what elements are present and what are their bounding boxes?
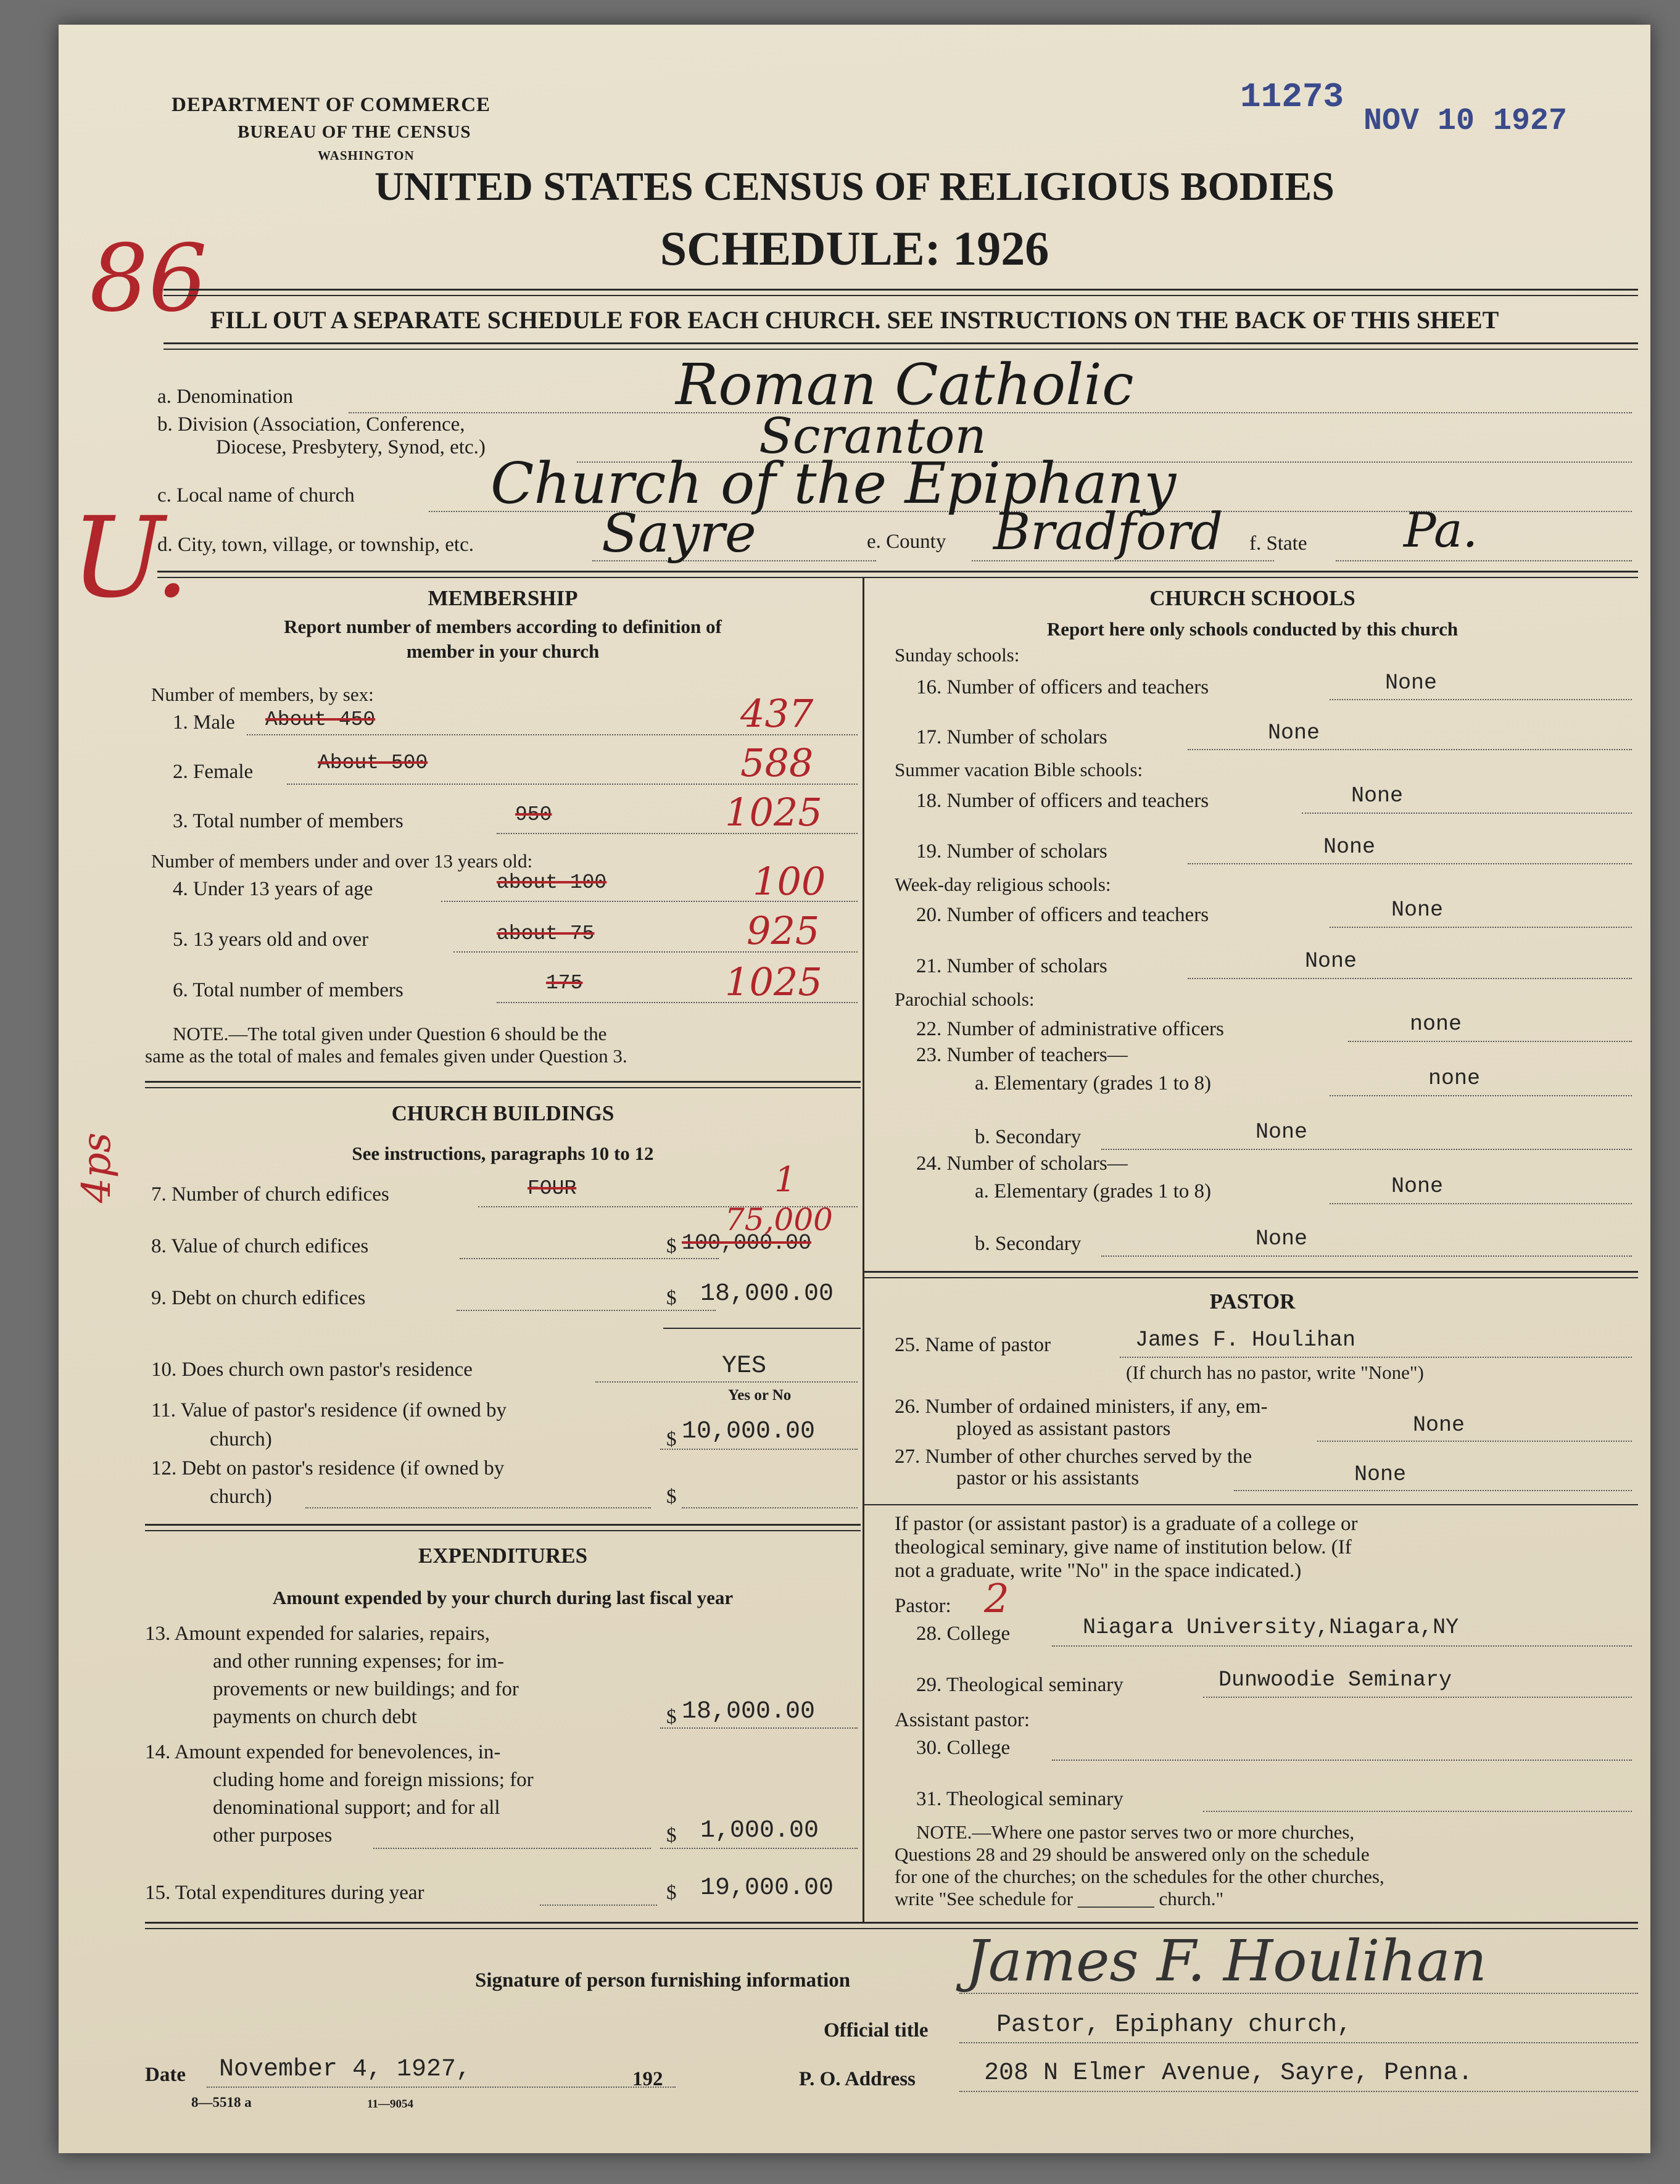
- form-subtitle: SCHEDULE: 1926: [660, 221, 1049, 275]
- q13-value[interactable]: 18,000.00: [682, 1698, 816, 1726]
- buildings-sub: See instructions, paragraphs 10 to 12: [352, 1143, 654, 1164]
- schools-heading: CHURCH SCHOOLS: [1149, 586, 1355, 610]
- weekday-label: Week-day religious schools:: [895, 874, 1111, 895]
- expenditures-heading: EXPENDITURES: [418, 1544, 588, 1568]
- membership-intro-1: Report number of members according to definition of: [284, 616, 722, 637]
- q28-value[interactable]: Niagara University,Niagara,NY: [1083, 1615, 1459, 1640]
- q15-label: 15. Total expenditures during year: [145, 1882, 424, 1904]
- q2-corrected[interactable]: 588: [740, 740, 814, 785]
- q24b-value[interactable]: None: [1256, 1226, 1308, 1251]
- q21-value[interactable]: None: [1305, 949, 1357, 974]
- q23b-label: b. Secondary: [975, 1126, 1082, 1148]
- q14-line-1: 14. Amount expended for benevolences, in-: [145, 1741, 501, 1763]
- q3-corrected[interactable]: 1025: [725, 790, 822, 835]
- q19-label: 19. Number of scholars: [916, 840, 1107, 862]
- membership-note-2: same as the total of males and females given under Question 3.: [145, 1045, 627, 1067]
- q23a-value[interactable]: none: [1428, 1066, 1481, 1091]
- q5-typed[interactable]: about 75: [497, 922, 595, 945]
- pastor-note-4: write "See schedule for ________ church.": [895, 1888, 1224, 1909]
- q16-value[interactable]: None: [1385, 671, 1438, 695]
- grad-line-1: If pastor (or assistant pastor) is a graduate of a college or: [895, 1513, 1358, 1535]
- date-suffix: 192: [632, 2068, 663, 2090]
- q10-label: 10. Does church own pastor's residence: [151, 1359, 473, 1381]
- summer-label: Summer vacation Bible schools:: [895, 759, 1143, 780]
- q8-typed[interactable]: 100,000.00: [682, 1231, 812, 1255]
- q8-label: 8. Value of church edifices: [151, 1235, 369, 1257]
- q1-label: 1. Male: [173, 711, 235, 734]
- by-age-label: Number of members under and over 13 years old:: [151, 850, 533, 872]
- q7-typed[interactable]: FOUR: [528, 1177, 577, 1200]
- membership-note-1: NOTE.—The total given under Question 6 should be the: [173, 1023, 607, 1044]
- county-value[interactable]: Bradford: [993, 503, 1223, 561]
- q13-dollar: $: [666, 1706, 677, 1728]
- instruction-banner: FILL OUT A SEPARATE SCHEDULE FOR EACH CHURCH. SEE INSTRUCTIONS ON THE BACK OF THIS SHEET: [210, 306, 1499, 334]
- county-label: e. County: [867, 531, 946, 553]
- q23a-label: a. Elementary (grades 1 to 8): [975, 1072, 1212, 1094]
- parochial-label: Parochial schools:: [895, 988, 1035, 1010]
- sunday-label: Sunday schools:: [895, 644, 1020, 666]
- grad-line-2: theological seminary, give name of institution below. (If: [895, 1536, 1352, 1558]
- q26-line-1: 26. Number of ordained ministers, if any, em-: [895, 1396, 1268, 1418]
- q6-label: 6. Total number of members: [173, 979, 403, 1001]
- q16-label: 16. Number of officers and teachers: [916, 676, 1209, 698]
- q13-line-1: 13. Amount expended for salaries, repairs,: [145, 1623, 490, 1645]
- q14-value[interactable]: 1,000.00: [700, 1817, 819, 1845]
- department-label: DEPARTMENT OF COMMERCE: [172, 94, 491, 116]
- q2-typed[interactable]: About 500: [318, 751, 428, 774]
- division-value[interactable]: Scranton: [759, 407, 987, 465]
- date-label: Date: [145, 2064, 186, 2086]
- q17-value[interactable]: None: [1268, 721, 1320, 745]
- pastor-sub-label: Pastor:: [895, 1595, 951, 1617]
- city-label: WASHINGTON: [318, 148, 415, 163]
- q8-dollar: $: [666, 1235, 677, 1257]
- form-title: UNITED STATES CENSUS OF RELIGIOUS BODIES: [374, 164, 1334, 209]
- q27-line-2: pastor or his assistants: [956, 1467, 1140, 1489]
- q7-corrected[interactable]: 1: [774, 1160, 797, 1200]
- church-name-value[interactable]: Church of the Epiphany: [490, 450, 1177, 516]
- q22-value[interactable]: none: [1410, 1012, 1462, 1036]
- q4-label: 4. Under 13 years of age: [173, 878, 373, 900]
- q5-label: 5. 13 years old and over: [173, 929, 369, 951]
- stamp-date: NOV 10 1927: [1363, 104, 1568, 139]
- census-form-sheet: [59, 25, 1650, 2153]
- q23b-value[interactable]: None: [1256, 1120, 1308, 1144]
- q12-label-1: 12. Debt on pastor's residence (if owned by: [151, 1457, 505, 1479]
- q24b-label: b. Secondary: [975, 1233, 1082, 1255]
- pastor-note-3: for one of the churches; on the schedules for the other churches,: [895, 1866, 1384, 1887]
- city-label: d. City, town, village, or township, etc.: [157, 534, 474, 556]
- signature-label: Signature of person furnishing information: [475, 1969, 851, 1992]
- q25-value[interactable]: James F. Houlihan: [1135, 1328, 1356, 1352]
- pastor-note-2: Questions 28 and 29 should be answered only on the schedule: [895, 1843, 1370, 1865]
- division-label-1: b. Division (Association, Conference,: [157, 413, 465, 436]
- q15-dollar: $: [666, 1882, 677, 1904]
- q2-label: 2. Female: [173, 761, 254, 783]
- q7-label: 7. Number of church edifices: [151, 1183, 389, 1206]
- signature-value[interactable]: James F. Houlihan: [966, 1928, 1487, 1994]
- buildings-heading: CHURCH BUILDINGS: [391, 1101, 614, 1125]
- expenditures-sub: Amount expended by your church during last fiscal year: [272, 1587, 734, 1608]
- q9-value[interactable]: 18,000.00: [700, 1280, 834, 1308]
- margin-mark-u: U.: [71, 494, 190, 623]
- q20-value[interactable]: None: [1391, 898, 1444, 922]
- asst-label: Assistant pastor:: [895, 1709, 1030, 1731]
- q3-label: 3. Total number of members: [173, 810, 403, 832]
- q3-typed[interactable]: 950: [515, 803, 552, 826]
- q24a-value[interactable]: None: [1391, 1174, 1444, 1199]
- margin-side-mark: 4ps: [74, 1132, 120, 1203]
- denomination-label: a. Denomination: [157, 386, 293, 408]
- po-address-value[interactable]: 208 N Elmer Avenue, Sayre, Penna.: [984, 2059, 1473, 2087]
- membership-intro-2: member in your church: [406, 640, 600, 662]
- q13-line-3: provements or new buildings; and for: [213, 1678, 519, 1700]
- q18-label: 18. Number of officers and teachers: [916, 790, 1209, 812]
- official-title-label: Official title: [824, 2019, 929, 2041]
- q12-label-2: church): [210, 1486, 272, 1508]
- q14-line-2: cluding home and foreign missions; for: [213, 1769, 534, 1791]
- q31-label: 31. Theological seminary: [916, 1788, 1123, 1810]
- state-value[interactable]: Pa.: [1404, 503, 1478, 558]
- q11-value[interactable]: 10,000.00: [682, 1418, 816, 1446]
- state-label: f. State: [1249, 532, 1307, 555]
- q24a-label: a. Elementary (grades 1 to 8): [975, 1180, 1212, 1202]
- q22-label: 22. Number of administrative officers: [916, 1018, 1224, 1040]
- q11-dollar: $: [666, 1428, 677, 1450]
- q18-value[interactable]: None: [1351, 784, 1404, 808]
- q8-corrected[interactable]: 75,000: [725, 1202, 833, 1238]
- by-sex-label: Number of members, by sex:: [151, 684, 374, 705]
- q26-line-2: ployed as assistant pastors: [956, 1418, 1171, 1440]
- q1-typed[interactable]: About 450: [265, 708, 376, 731]
- q6-typed[interactable]: 175: [546, 972, 583, 995]
- q19-value[interactable]: None: [1323, 835, 1376, 859]
- q9-dollar: $: [666, 1287, 677, 1309]
- q11-label-2: church): [210, 1428, 272, 1450]
- grad-line-3: not a graduate, write "No" in the space indicated.): [895, 1560, 1302, 1582]
- q10-value[interactable]: YES: [722, 1352, 767, 1380]
- q4-typed[interactable]: about 100: [497, 871, 607, 894]
- q30-label: 30. College: [916, 1737, 1011, 1759]
- q25-label: 25. Name of pastor: [895, 1334, 1051, 1356]
- q9-label: 9. Debt on church edifices: [151, 1287, 366, 1309]
- city-value[interactable]: Sayre: [602, 503, 756, 565]
- q6-corrected[interactable]: 1025: [725, 959, 822, 1004]
- q23-label: 23. Number of teachers—: [916, 1044, 1128, 1066]
- pastor-heading: PASTOR: [1209, 1289, 1296, 1313]
- q14-dollar: $: [666, 1824, 677, 1847]
- q25-hint: (If church has no pastor, write "None"): [1126, 1362, 1424, 1383]
- q21-label: 21. Number of scholars: [916, 955, 1107, 977]
- pastor-note-1: NOTE.—Where one pastor serves two or more churches,: [916, 1821, 1355, 1843]
- q15-value[interactable]: 19,000.00: [700, 1874, 834, 1902]
- q29-label: 29. Theological seminary: [916, 1674, 1123, 1696]
- division-label-2: Diocese, Presbytery, Synod, etc.): [216, 436, 486, 458]
- q11-label-1: 11. Value of pastor's residence (if owned by: [151, 1399, 507, 1421]
- q17-label: 17. Number of scholars: [916, 726, 1107, 748]
- q14-line-3: denominational support; and for all: [213, 1797, 500, 1819]
- q27-line-1: 27. Number of other churches served by the: [895, 1446, 1252, 1468]
- stamp-number: 11273: [1240, 77, 1344, 117]
- q4-corrected[interactable]: 100: [753, 859, 826, 904]
- q5-corrected[interactable]: 925: [747, 908, 820, 953]
- q27-value[interactable]: None: [1354, 1462, 1407, 1487]
- margin-mark-86: 86: [89, 225, 207, 333]
- schools-intro: Report here only schools conducted by this church: [1046, 618, 1459, 640]
- membership-heading: MEMBERSHIP: [428, 586, 578, 610]
- q10-hint: Yes or No: [728, 1387, 792, 1404]
- print-number: 11—9054: [367, 2098, 413, 2111]
- official-title-value[interactable]: Pastor, Epiphany church,: [996, 2011, 1352, 2039]
- pastor-red-mark: 2: [984, 1576, 1009, 1622]
- bureau-label: BUREAU OF THE CENSUS: [238, 122, 471, 142]
- q12-dollar: $: [666, 1486, 677, 1508]
- q28-label: 28. College: [916, 1623, 1011, 1645]
- po-address-label: P. O. Address: [799, 2068, 916, 2090]
- form-number: 8—5518 a: [191, 2095, 252, 2110]
- q1-corrected[interactable]: 437: [740, 691, 814, 736]
- church-name-label: c. Local name of church: [157, 484, 355, 507]
- q13-line-4: payments on church debt: [213, 1706, 417, 1728]
- denomination-value[interactable]: Roman Catholic: [676, 352, 1134, 418]
- q14-line-4: other purposes: [213, 1824, 333, 1847]
- q24-label: 24. Number of scholars—: [916, 1152, 1128, 1175]
- q26-value[interactable]: None: [1413, 1413, 1465, 1437]
- q20-label: 20. Number of officers and teachers: [916, 904, 1209, 926]
- q13-line-2: and other running expenses; for im-: [213, 1650, 504, 1673]
- date-value[interactable]: November 4, 1927,: [219, 2056, 471, 2083]
- q29-value[interactable]: Dunwoodie Seminary: [1219, 1668, 1452, 1692]
